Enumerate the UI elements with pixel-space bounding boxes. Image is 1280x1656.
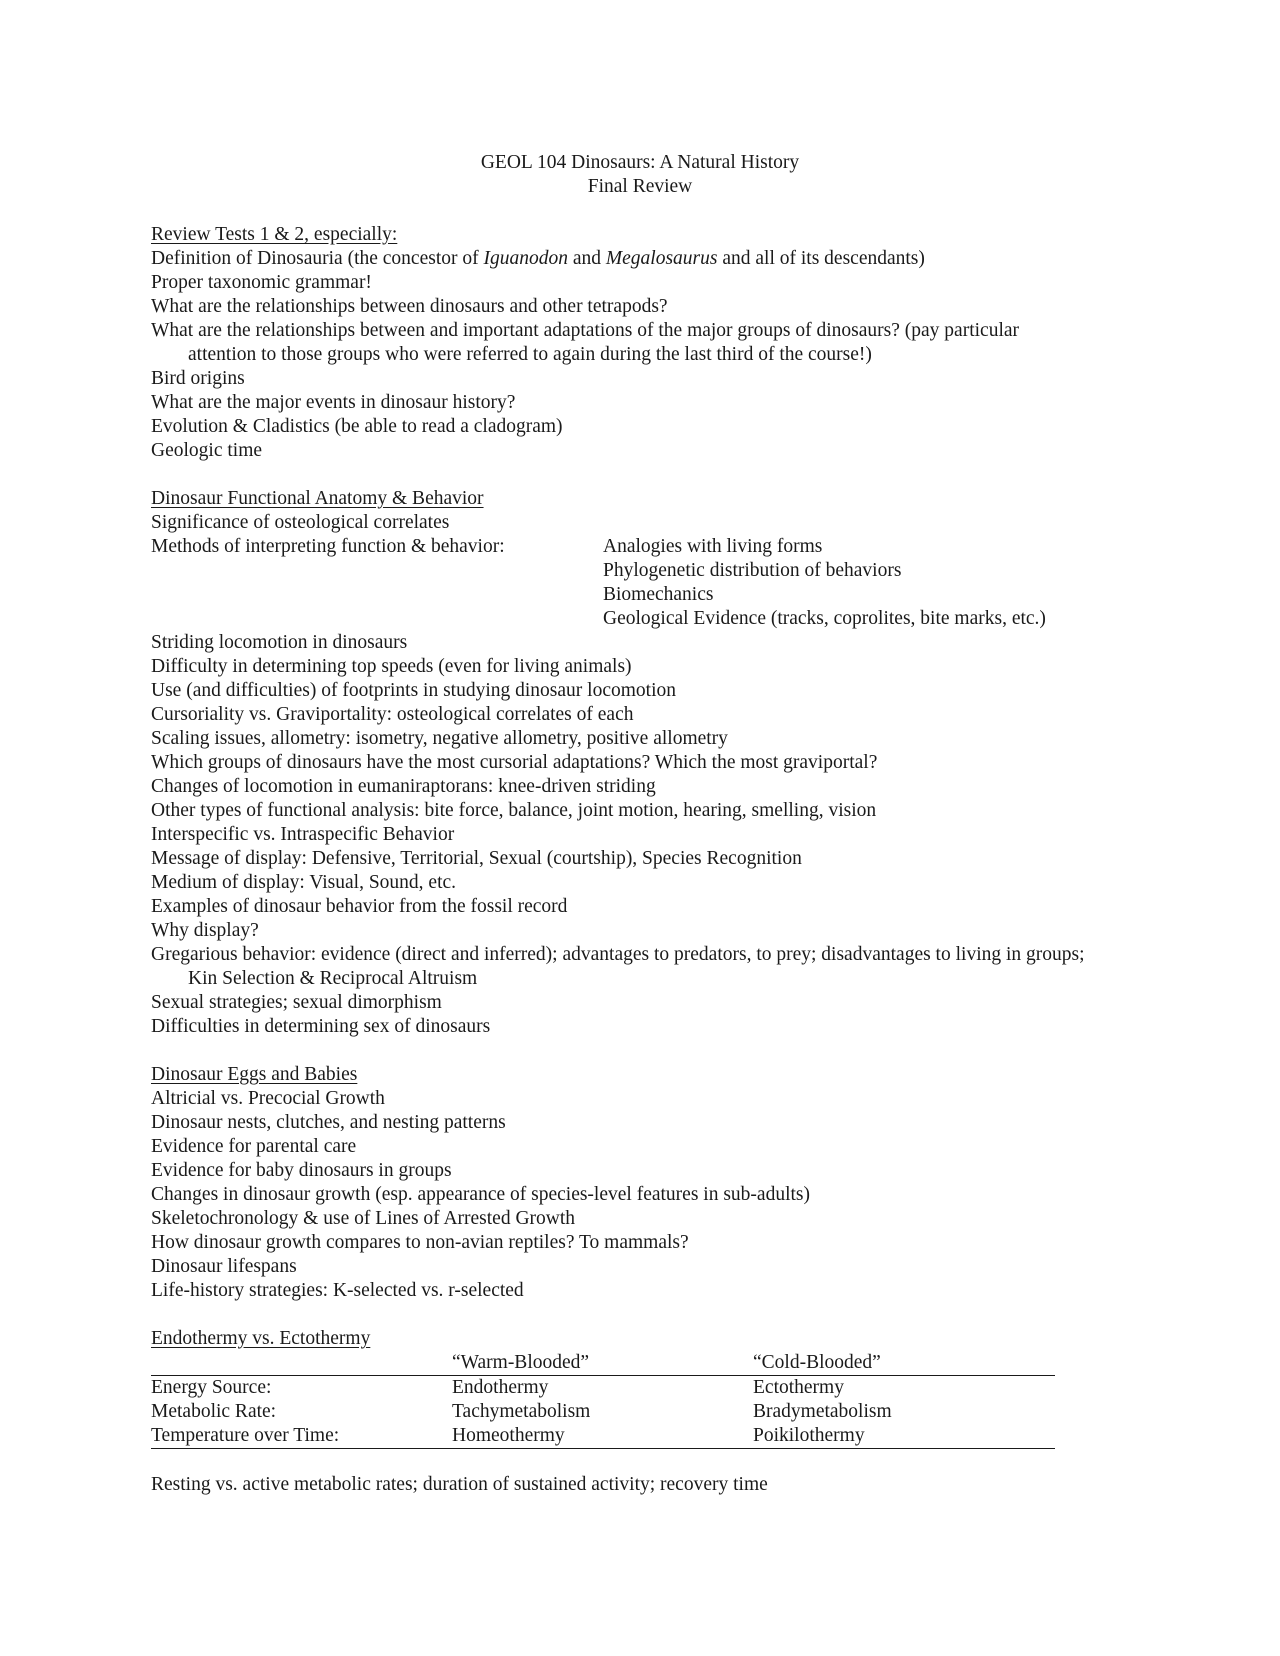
thermo-row-warm: Tachymetabolism [452,1401,591,1422]
definition-suffix: and all of its descendants) [717,248,925,269]
anatomy-item: Significance of osteological correlates [151,512,450,533]
anatomy-item: Changes of locomotion in eumaniraptorans: knee-driven striding [151,776,656,797]
spacer [151,463,1091,487]
thermo-table [151,1351,1055,1449]
review-item: What are the relationships between dinosaurs and other tetrapods? [151,296,668,317]
review-item: Bird origins [151,368,245,389]
eggs-item: Skeletochronology & use of Lines of Arrested Growth [151,1208,576,1229]
methods-label: Methods of interpreting function & behavior: [151,536,505,557]
thermo-row-warm: Endothermy [452,1377,549,1398]
section-heading-thermo: Endothermy vs. Ectothermy [151,1328,371,1349]
spacer [151,1449,1091,1473]
section-heading-review: Review Tests 1 & 2, especially: [151,224,398,245]
review-item: Geologic time [151,440,263,461]
definition-mid: and [567,248,606,269]
title-block [0,151,1280,199]
method-item: Biomechanics [603,584,714,605]
anatomy-item: Difficulty in determining top speeds (even for living animals) [151,656,632,677]
anatomy-item: Why display? [151,920,259,941]
thermo-header-warm: “Warm-Blooded” [452,1351,753,1376]
method-item: Geological Evidence (tracks, coprolites, bite marks, etc.) [603,608,1046,629]
thermo-footer-line: Resting vs. active metabolic rates; duration of sustained activity; recovery time [151,1474,768,1495]
thermo-row-cold: Ectothermy [753,1377,844,1398]
spacer [151,1039,1091,1063]
review-item: Evolution & Cladistics (be able to read a cladogram) [151,416,563,437]
anatomy-item: Message of display: Defensive, Territorial, Sexual (courtship), Species Recognition [151,848,802,869]
eggs-item: Evidence for baby dinosaurs in groups [151,1160,452,1181]
eggs-item: Dinosaur lifespans [151,1256,297,1277]
anatomy-item: Medium of display: Visual, Sound, etc. [151,872,457,893]
anatomy-item: Examples of dinosaur behavior from the fossil record [151,896,568,917]
thermo-row-warm: Homeothermy [452,1424,753,1449]
eggs-item: Evidence for parental care [151,1136,357,1157]
anatomy-item: Gregarious behavior: evidence (direct and inferred); advantages to predators, to prey; disadvantages to living in groups; Kin Selection & Reciprocal Altruism [151,944,1085,989]
review-item: What are the major events in dinosaur history? [151,392,516,413]
section-heading-eggs: Dinosaur Eggs and Babies [151,1064,358,1085]
thermo-row-cold: Poikilothermy [753,1424,1055,1449]
review-item: What are the relationships between and important adaptations of the major groups of dinosaurs? (pay particular attention to those groups who were referred to again during the last third of the course!) [151,320,1020,365]
eggs-item: Changes in dinosaur growth (esp. appearance of species-level features in sub-adults) [151,1184,810,1205]
document-subtitle: Final Review [587,176,693,197]
thermo-header-row [151,1351,1055,1376]
eggs-item: Life-history strategies: K-selected vs. r-selected [151,1280,524,1301]
thermo-row-label: Metabolic Rate: [151,1401,277,1422]
anatomy-item: Other types of functional analysis: bite force, balance, joint motion, hearing, smelling, vision [151,800,877,821]
section-heading-anatomy: Dinosaur Functional Anatomy & Behavior [151,488,484,509]
anatomy-item: Which groups of dinosaurs have the most cursorial adaptations? Which the most graviportal? [151,752,878,773]
spacer [151,1303,1091,1327]
anatomy-item: Cursoriality vs. Graviportality: osteological correlates of each [151,704,634,725]
eggs-item: Dinosaur nests, clutches, and nesting patterns [151,1112,506,1133]
thermo-row-cold: Bradymetabolism [753,1401,892,1422]
method-item: Analogies with living forms [603,536,823,557]
methods-row [151,535,1091,559]
method-item: Phylogenetic distribution of behaviors [603,560,902,581]
anatomy-item: Sexual strategies; sexual dimorphism [151,992,442,1013]
anatomy-item: Difficulties in determining sex of dinosaurs [151,1016,491,1037]
eggs-item: Altricial vs. Precocial Growth [151,1088,385,1109]
thermo-row-label: Energy Source: [151,1377,272,1398]
review-item: Proper taxonomic grammar! [151,272,372,293]
table-row [151,1400,1055,1424]
anatomy-item: Striding locomotion in dinosaurs [151,632,408,653]
genus-iguanodon: Iguanodon [483,248,568,269]
table-row [151,1424,1055,1449]
document-title: GEOL 104 Dinosaurs: A Natural History [480,152,800,173]
definition-line [151,247,1091,271]
document-content [151,223,1091,1497]
thermo-row-label: Temperature over Time: [151,1424,452,1449]
thermo-header-blank [151,1351,452,1376]
anatomy-item: Use (and difficulties) of footprints in studying dinosaur locomotion [151,680,676,701]
definition-prefix: Definition of Dinosauria (the concestor of [151,248,484,269]
table-row [151,1376,1055,1401]
thermo-header-cold: “Cold-Blooded” [753,1351,1055,1376]
eggs-item: How dinosaur growth compares to non-avian reptiles? To mammals? [151,1232,689,1253]
anatomy-item: Scaling issues, allometry: isometry, negative allometry, positive allometry [151,728,728,749]
anatomy-item: Interspecific vs. Intraspecific Behavior [151,824,455,845]
genus-megalosaurus: Megalosaurus [605,248,718,269]
